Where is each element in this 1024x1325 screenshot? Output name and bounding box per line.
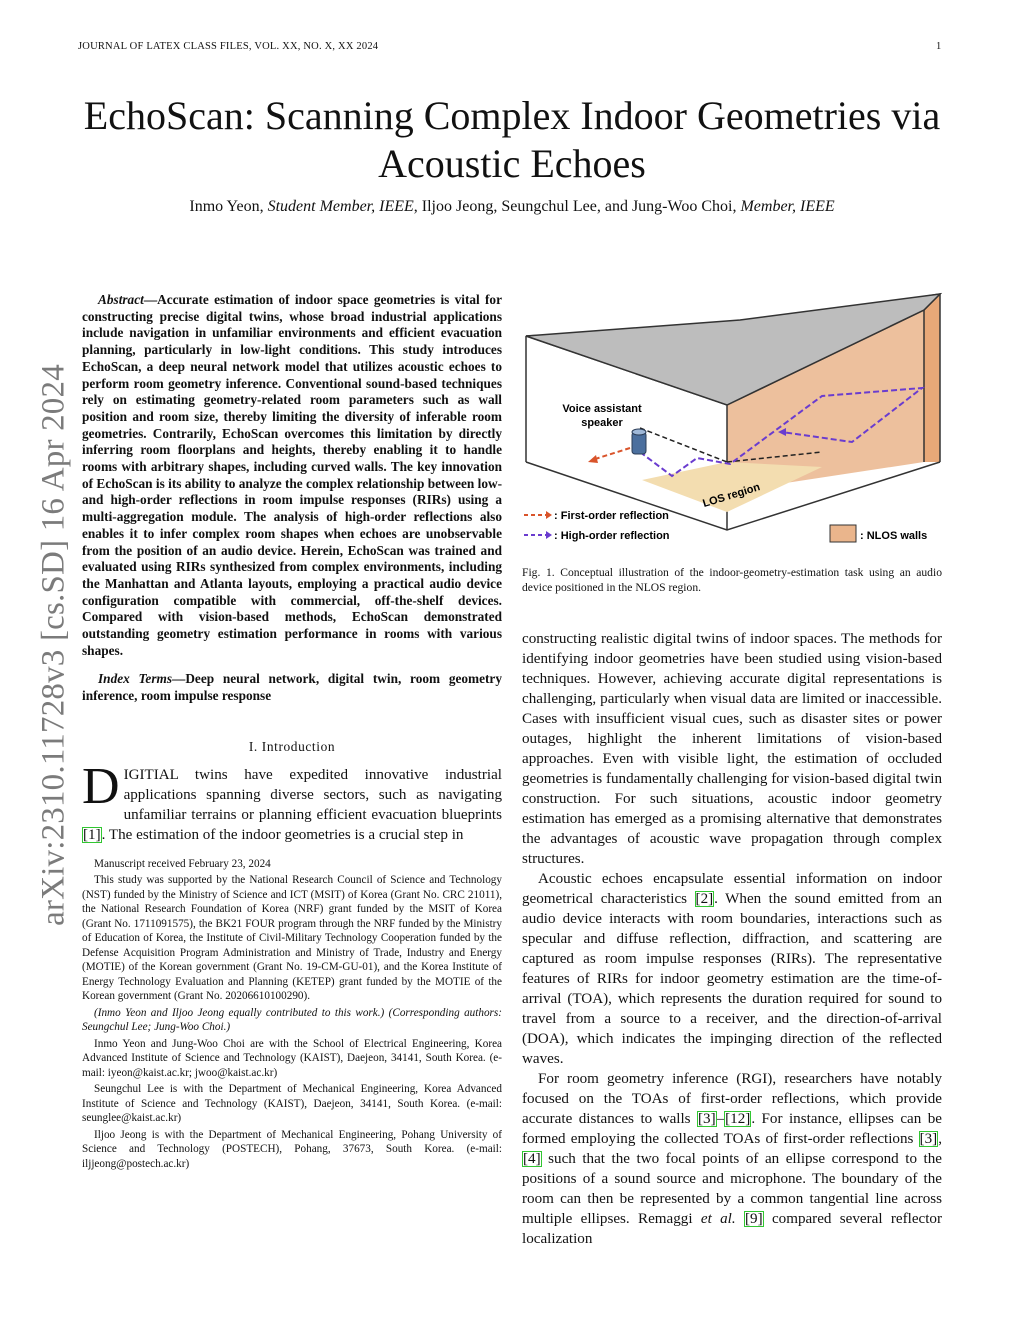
hidden-edge bbox=[640, 428, 727, 462]
body-text bbox=[522, 629, 942, 1249]
room-illustration bbox=[522, 292, 942, 554]
text: . For instance, ellipses can be formed employing the collected TOAs of first-order reflections bbox=[522, 1111, 942, 1147]
paragraph bbox=[522, 1069, 942, 1249]
intro-text-a: IGITIAL twins have expedited innovative industrial applications spanning diverse sectors, such as navigating unfamiliar terrains or planning efficient evacuation blueprints bbox=[123, 766, 502, 823]
footnote-received: Manuscript received February 23, 2024 bbox=[94, 857, 271, 870]
legend-first-label: : First-order reflection bbox=[554, 510, 669, 522]
figure-1 bbox=[522, 292, 942, 554]
text: compared several reflector localization bbox=[522, 1211, 942, 1247]
citation-link[interactable]: [4] bbox=[523, 1151, 541, 1167]
text: For room geometry inference (RGI), researchers have notably focused on the TOAs of first-order reflections, which provide accurate distances to walls bbox=[522, 1071, 942, 1127]
paragraph bbox=[522, 869, 942, 1069]
footnote-affiliation: Inmo Yeon and Jung-Woo Choi are with the School of Electrical Engineering, Korea Advanced Institute of Science and Technology (KAIST), Daejeon, 34141, South Korea. (e-mail: iyeon@kaist.ac.kr; jwoo@kaist.ac.kr) bbox=[82, 1037, 502, 1079]
intro-text-b: . The estimation of the indoor geometries is a crucial step in bbox=[101, 826, 464, 843]
citation-link[interactable]: [1] bbox=[83, 826, 101, 843]
footnote-affiliation: Iljoo Jeong is with the Department of Mechanical Engineering, Pohang University of Science and Technology (POSTECH), Pohang, 37673, South Korea. (e-mail: iljjeong@postech.ac.kr) bbox=[82, 1128, 502, 1170]
author-1-role: Student Member, IEEE bbox=[267, 198, 414, 215]
section-heading: I. Introduction bbox=[248, 738, 336, 754]
figure-caption: Fig. 1. Conceptual illustration of the indoor-geometry-estimation task using an audio device positioned in the NLOS region. bbox=[522, 566, 942, 594]
text: et al. bbox=[700, 1211, 736, 1227]
text: Acoustic echoes encapsulate essential information on indoor geometrical characteristics bbox=[522, 871, 942, 907]
footnote-equal: (Inmo Yeon and Iljoo Jeong equally contributed to this work.) (Corresponding authors: Seungchul Lee; Jung-Woo Choi.) bbox=[82, 1006, 502, 1034]
index-terms bbox=[82, 671, 502, 704]
arxiv-id: arXiv:2310.11728v3 [cs.SD] 16 Apr 2024 bbox=[35, 364, 72, 926]
drop-cap: D bbox=[82, 757, 120, 815]
footnote-support: This study was supported by the National Research Council of Science and Technology (NST) funded by the Ministry of Science and ICT (MSIT) of Korea (Grant No. CRC 21011), the National Research Foundation of Korea (NRF) grant funded by the MSIT of Korea (Grant No. 1711091575), the BK21 FOUR program through the NRF funded by the Ministry of Education of Korea, the Institute of Civil-Military Technology Cooperation funded by the Defense Acquisition Program Administration and Ministry of Trade, Industry and Energy (MOTIE) of the Korean government (Grant No. 19-CM-GU-01), and the Korea Institute of Energy Technology Evaluation and Planning (KETEP) grant funded by the MOTIE of the Korean government (Grant No. 20206610100290). bbox=[82, 874, 502, 1003]
legend-first-arrow bbox=[546, 511, 552, 519]
legend-nlos-swatch bbox=[830, 525, 856, 542]
text bbox=[736, 1211, 744, 1227]
abstract bbox=[82, 292, 502, 659]
legend-high-label: : High-order reflection bbox=[554, 530, 670, 542]
citation-link[interactable]: [9] bbox=[745, 1211, 763, 1227]
footnotes bbox=[82, 857, 502, 1172]
text: , bbox=[938, 1131, 942, 1147]
right-column bbox=[522, 292, 942, 1249]
running-header: JOURNAL OF LATEX CLASS FILES, VOL. XX, NO. X, XX 2024 bbox=[78, 41, 379, 52]
text: such that the two focal points of an ellipse correspond to the positions of a sound source and microphone. The boundary of the room can then be represented by a common tangential line across multiple ellipses. Remaggi bbox=[522, 1151, 942, 1227]
speaker-label-line2: speaker bbox=[581, 417, 623, 429]
speaker-label-line1: Voice assistant bbox=[562, 403, 642, 415]
los-region bbox=[642, 462, 822, 512]
legend-nlos-label: : NLOS walls bbox=[860, 530, 928, 542]
paper-title: EchoScan: Scanning Complex Indoor Geometries via Acoustic Echoes bbox=[83, 93, 941, 186]
speaker-top bbox=[632, 429, 646, 435]
index-terms-text: —Deep neural network, digital twin, room geometry inference, room impulse response bbox=[82, 671, 502, 704]
intro-paragraph bbox=[82, 757, 502, 845]
first-order-path bbox=[592, 448, 630, 460]
citation-link[interactable]: [3] bbox=[919, 1131, 938, 1147]
arrow-head bbox=[588, 455, 598, 463]
author-line bbox=[80, 198, 944, 216]
citation-link[interactable]: [2] bbox=[695, 891, 714, 907]
abstract-label: Abstract bbox=[98, 292, 144, 307]
authors-rest: , Iljoo Jeong, Seungchul Lee, and Jung-Woo Choi, bbox=[413, 198, 737, 215]
text: – bbox=[716, 1111, 725, 1127]
left-column bbox=[82, 292, 502, 1173]
citation-link[interactable]: [3] bbox=[698, 1111, 716, 1127]
author-4-role: Member, IEEE bbox=[740, 198, 835, 215]
paragraph: constructing realistic digital twins of indoor spaces. The methods for identifying indoor geometries have been studied using vision-based techniques. However, achieving accurate digital representations is challenging, particularly when visual data are limited or inaccessible. Cases with insufficient visual cues, such as disaster sites or power outages, highlight the inherent limitations of vision-based approaches. Even with visible light, the estimation of occluded geometries is fundamentally challenging for vision-based digital twin construction. For such situations, acoustic indoor geometry estimation has emerged as a promising alternative that demonstrates the advantages of acoustic wave propagation through complex structures. bbox=[522, 631, 942, 867]
nlos-wall-edge bbox=[924, 294, 940, 462]
page-number: 1 bbox=[936, 41, 942, 52]
los-label: LOS region bbox=[701, 481, 762, 511]
footnote-affiliation: Seungchul Lee is with the Department of Mechanical Engineering, Korea Advanced Institute of Science and Technology (KAIST), Daejeon, 34141, South Korea. (e-mail: seunglee@kaist.ac.kr) bbox=[82, 1083, 502, 1125]
legend-high-arrow bbox=[546, 531, 552, 539]
author-1: Inmo Yeon, bbox=[189, 198, 264, 215]
index-terms-label: Index Terms bbox=[98, 671, 173, 687]
citation-link[interactable]: [12] bbox=[725, 1111, 751, 1127]
text: . When the sound emitted from an audio device interacts with room boundaries, interactions such as specular and diffuse reflection, diffraction, and scattering are captured as room impulse responses (RIRs). The representative features of RIRs for indoor geometry estimation are the time-of-arrival (TOA), which represents the duration required for sound to travel from a source to a receiver, and the direction-of-arrival (DOA), which indicates the impinging direction of the reflected waves. bbox=[522, 891, 942, 1067]
abstract-text: —Accurate estimation of indoor space geometries is vital for constructing precise digital twins, whose broad industrial applications include navigation in unfamiliar environments and efficient evacuation planning, particularly in low-light conditions. This study introduces EchoScan, a deep neural network model that utilizes acoustic echoes to perform room geometry inference. Conventional sound-based techniques rely on estimating geometry-related room parameters such as wall position and room size, thereby limiting the diversity of inferable room geometries. Contrarily, EchoScan overcomes this limitation by directly inferring room floorplans and heights, thereby enabling it to handle rooms with arbitrary shapes, including curved walls. The key innovation of EchoScan is its ability to analyze the complex relationship between low- and high-order reflections in room impulse responses (RIRs) using a multi-aggregation module. The analysis of high-order reflections also enables it to infer complex room shapes when echoes are unobservable from the position of an audio device. Herein, EchoScan was trained and evaluated using RIRs synthesized from complex environments, including the Manhattan and Atlanta layouts, employing a practical audio device configuration compatible with commercial, off-the-shelf devices. Compared with vision-based methods, EchoScan demonstrated outstanding geometry estimation performance in rooms with various shapes. bbox=[82, 292, 502, 658]
